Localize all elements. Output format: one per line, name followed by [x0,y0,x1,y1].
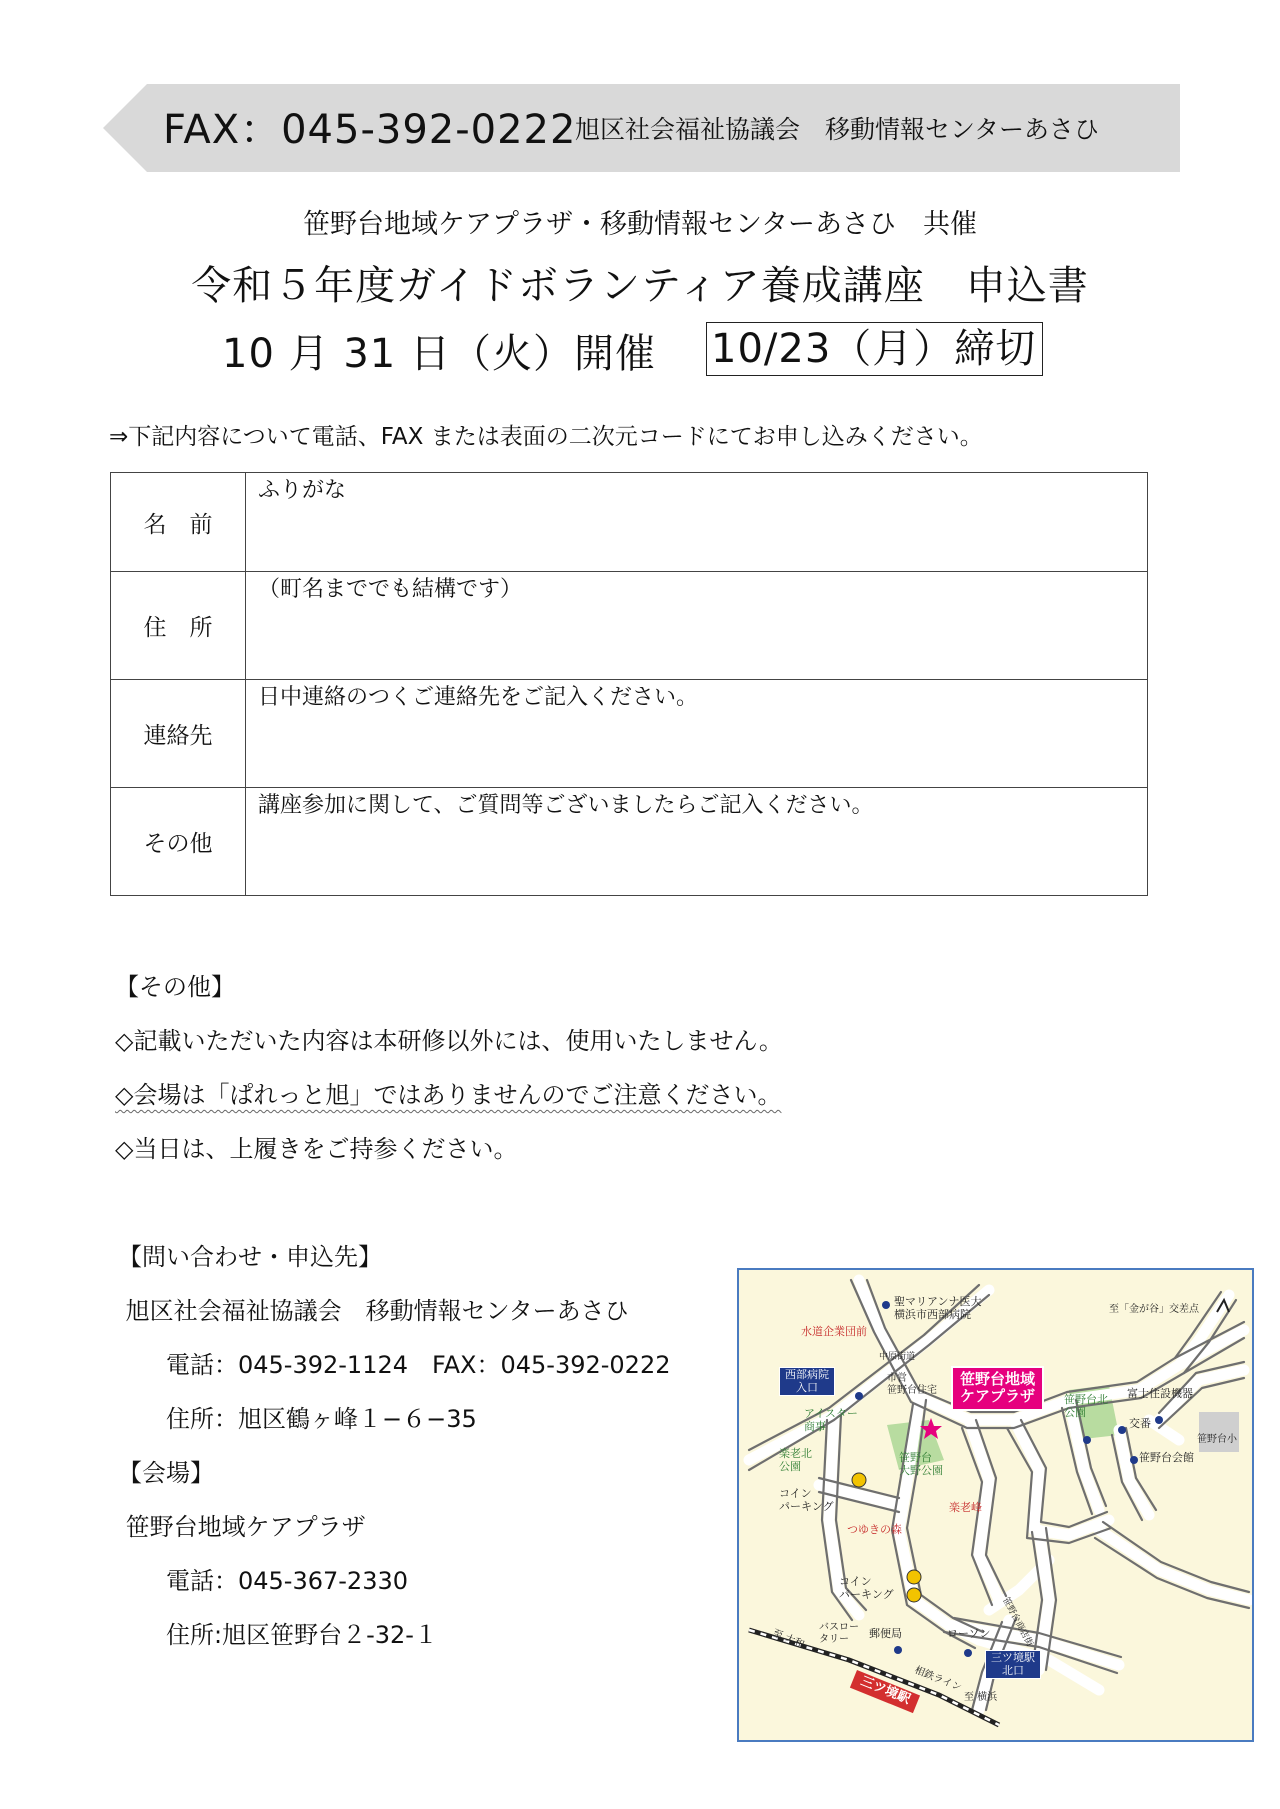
map-label-nakahara: 中原街道 [879,1352,916,1362]
inquiry-phone: 電話：045-392-1124 FAX：045-392-0222 [118,1351,671,1379]
map-label-coin-parking-2: コイン パーキング [839,1575,894,1601]
venue-heading: 【会場】 [118,1459,214,1487]
note-item: ◇記載いただいた内容は本研修以外には、使用いたしません。 [115,1027,783,1055]
map-label-sasanodai-sho: 笹野台小 [1197,1434,1237,1445]
form-row-name [111,473,1148,572]
form-label-contact: 連絡先 [111,680,246,788]
note-item-warning: ◇会場は「ぱれっと旭」ではありませんのでご注意ください。 [115,1081,782,1109]
map-label-seibu-entrance: 西部病院 入口 [779,1367,835,1396]
map-label-kitaguchi: 三ツ境駅 北口 [985,1650,1041,1679]
map-label-koban: 交番 [1129,1417,1151,1430]
form-field-contact[interactable]: 日中連絡のつくご連絡先をご記入ください。 [246,680,1148,788]
inquiry-heading: 【問い合わせ・申込先】 [118,1243,382,1271]
form-field-address[interactable]: （町名まででも結構です） [246,572,1148,680]
map-label-coin-parking-1: コイン パーキング [779,1487,834,1513]
map-label-fujitsu: 富士住設機器 [1127,1387,1193,1400]
map-label-lawson: ローソン [947,1627,991,1640]
form-label-address: 住 所 [111,572,246,680]
map-label-to-yokohama: 至 横浜 [964,1692,998,1703]
fax-organization: 旭区社会福祉協議会 移動情報センターあさひ [575,115,1100,144]
map-label-aister: アイスター 商事 [804,1407,858,1433]
map-label-care-plaza: 笹野台地域 ケアプラザ [951,1366,1044,1411]
map-label-hospital: 聖マリアンナ医大 横浜市西部病院 [894,1295,982,1321]
form-label-other: その他 [111,788,246,896]
form-field-name[interactable]: ふりがな [246,473,1148,572]
map-label-rakurouho: 楽老峰 [949,1501,982,1514]
map-label-suido: 水道企業団前 [801,1325,867,1338]
access-map [737,1268,1254,1742]
map-label-kitakoen: 笹野台北 公園 [1064,1393,1108,1419]
form-row-contact [111,680,1148,788]
map-label-to-yamato: 至 大和 [770,1628,806,1651]
note-item [115,1075,783,1129]
instruction-text: ⇒下記内容について電話、FAX または表面の二次元コードにてお申し込みください。 [109,424,983,450]
map-label-tsuyuki: つゆきの森 [847,1523,902,1536]
venue-phone: 電話：045-367-2330 [118,1567,409,1595]
map-label-rakurou-kita: 楽老北 公園 [779,1447,812,1473]
page-title: 令和５年度ガイドボランティア養成講座 申込書 [191,263,1089,309]
contact-section [118,1237,671,1669]
inquiry-organization: 旭区社会福祉協議会 移動情報センターあさひ [118,1297,629,1325]
deadline-box: 10/23（月）締切 [706,322,1043,376]
notes-heading: 【その他】 [115,973,235,1001]
application-form [110,472,1148,896]
map-label-shotengai: 笹野台商店街 [1000,1596,1035,1649]
map-label-ono-koen: 笹野台 大野公園 [899,1451,943,1477]
form-row-other [111,788,1148,896]
map-label-sotetsu: 相鉄ライン [912,1665,964,1694]
map-label-kaikan: 笹野台会館 [1139,1451,1194,1464]
form-field-other[interactable]: 講座参加に関して、ご質問等ございましたらご記入ください。 [246,788,1148,896]
cohost-line: 笹野台地域ケアプラザ・移動情報センターあさひ 共催 [303,209,977,240]
map-label-to-kanegaya: 至「金が谷」交差点 [1109,1304,1199,1315]
venue-name: 笹野台地域ケアプラザ [118,1513,366,1541]
notes-section [115,967,783,1183]
inquiry-address: 住所：旭区鶴ヶ峰１−６−35 [118,1405,477,1433]
fax-number: FAX：045-392-0222 [163,107,577,153]
event-date: 10 月 31 日（火）開催 [222,331,656,377]
form-label-name: 名 前 [111,473,246,572]
note-item: ◇当日は、上履きをご持参ください。 [115,1135,518,1163]
map-label-shiei: 市営 笹野台住宅 [887,1373,937,1396]
map-label-bus-rotary: バスロー タリー [819,1622,859,1645]
map-label-post-office: 郵便局 [869,1627,902,1640]
fax-banner [103,84,1180,172]
venue-address: 住所:旭区笹野台２-32-１ [118,1621,438,1649]
map-label-station: 三ツ境駅 [850,1670,920,1713]
form-row-address [111,572,1148,680]
